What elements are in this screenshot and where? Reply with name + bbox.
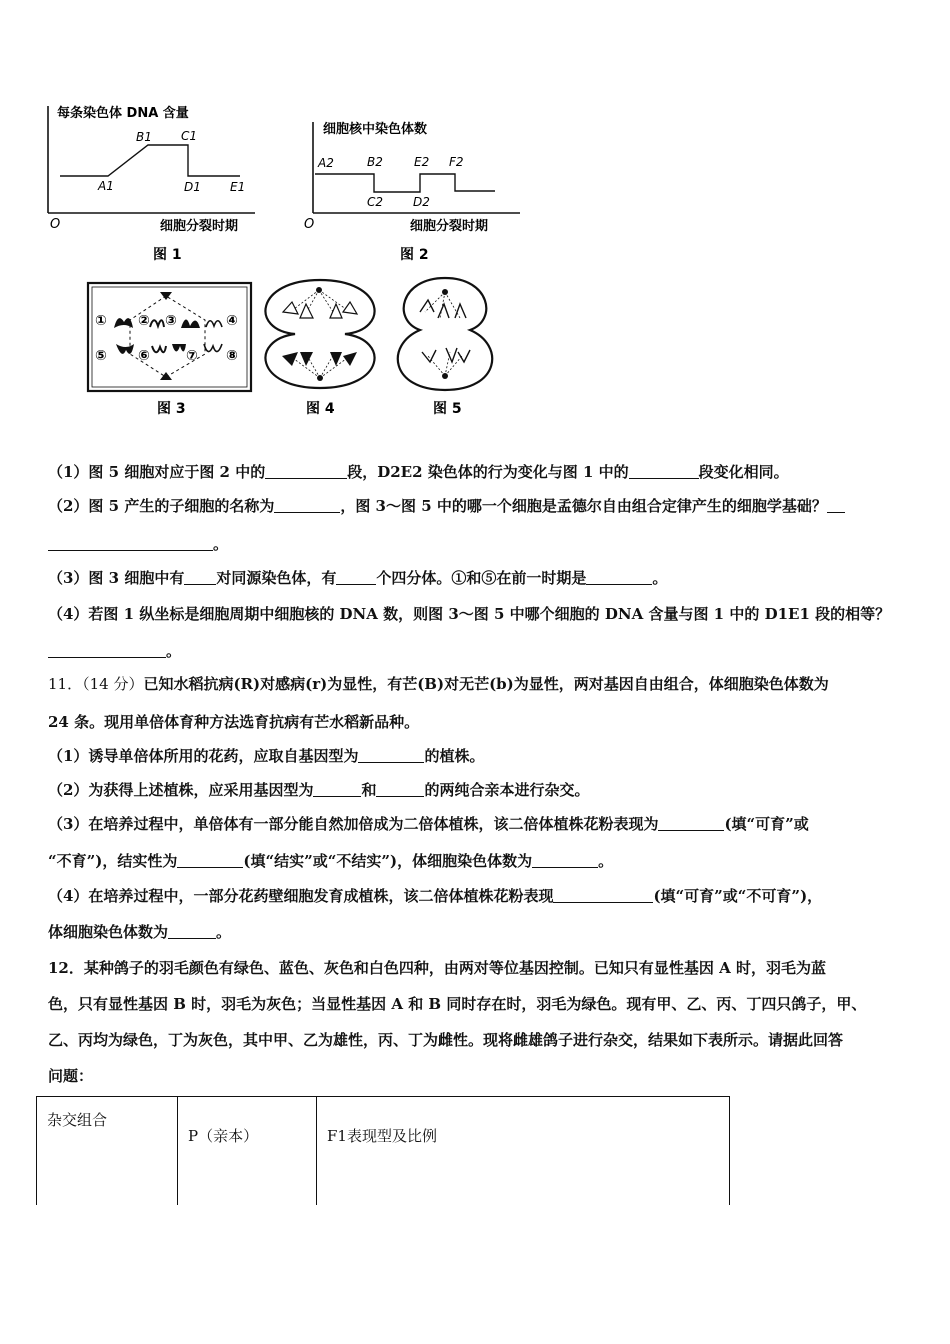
fig3-num-8: ⑧ <box>226 348 238 364</box>
q12-stem-line-2: 色，只有显性基因 B 时，羽毛为灰色；当显性基因 A 和 B 同时存在时，羽毛为绿色。现有甲、乙、丙、丁四只鸽子，甲、 <box>48 995 867 1013</box>
q11-part-4-cont: 体细胞染色体数为 。 <box>48 923 232 941</box>
fig1-point-e1: E1 <box>230 180 246 194</box>
q10-part-3: （3）图 3 细胞中有 对同源染色体，有 个四分体。①和⑤在前一时期是 。 <box>48 569 668 587</box>
chromosome-icon <box>343 352 357 366</box>
chromosome-8-icon <box>204 344 222 352</box>
fig3-num-2: ② <box>138 313 150 329</box>
table-header-cross: 杂交组合 <box>37 1097 178 1206</box>
fig3-num-6: ⑥ <box>138 348 150 364</box>
answer-blank[interactable] <box>586 570 652 585</box>
figure-2 <box>304 121 520 263</box>
chromosome-icon <box>330 352 342 366</box>
figure-4 <box>265 280 374 417</box>
q11-part-3-cont: “不育”)，结实性为 (填“结实”或“不结实”)，体细胞染色体数为 。 <box>48 852 614 870</box>
q10-part-1: （1）图 5 细胞对应于图 2 中的 段，D2E2 染色体的行为变化与图 1 中的 段变化相同。 <box>48 463 789 481</box>
fig2-point-e2: E2 <box>414 155 430 169</box>
fig4-caption: 图 4 <box>306 401 335 417</box>
answer-blank[interactable] <box>358 748 424 763</box>
chromosome-3-icon <box>181 319 200 328</box>
answer-blank[interactable] <box>553 888 653 903</box>
fig1-point-c1: C1 <box>181 129 198 143</box>
figure-3 <box>88 283 251 417</box>
chromosome-5-icon <box>116 344 134 354</box>
fig1-point-d1: D1 <box>184 180 201 194</box>
q11-part-1: （1）诱导单倍体所用的花药，应取自基因型为 的植株。 <box>48 747 485 765</box>
fig1-origin: O <box>50 217 61 232</box>
chromosome-icon <box>446 348 457 362</box>
fig1-xlabel: 细胞分裂时期 <box>160 219 239 234</box>
figures-area <box>0 0 950 440</box>
answer-blank[interactable] <box>177 853 243 868</box>
chromosome-7-icon <box>172 344 186 352</box>
q10-part-2: （2）图 5 产生的子细胞的名称为 ，图 3～图 5 中的哪一个细胞是孟德尔自由组合定律产生的细胞学基础？ <box>48 495 845 516</box>
chromosome-6-icon <box>152 346 166 352</box>
q10-part-4-cont: 。 <box>48 640 181 661</box>
chromosome-icon <box>455 304 466 318</box>
answer-blank[interactable] <box>265 464 347 479</box>
answer-blank[interactable] <box>184 570 216 585</box>
chromosome-4-icon <box>206 321 222 327</box>
fig3-num-4: ④ <box>226 313 238 329</box>
fig1-point-a1: A1 <box>98 179 114 193</box>
answer-blank[interactable] <box>376 782 424 797</box>
fig3-num-1: ① <box>95 313 107 329</box>
answer-blank[interactable] <box>48 536 213 551</box>
fig3-num-3: ③ <box>165 313 177 329</box>
answer-blank[interactable] <box>629 464 699 479</box>
fig5-caption: 图 5 <box>433 401 462 417</box>
fig2-caption: 图 2 <box>400 247 429 263</box>
answer-blank[interactable] <box>658 816 724 831</box>
answer-blank[interactable] <box>274 498 340 513</box>
fig3-num-7: ⑦ <box>186 348 198 364</box>
fig2-point-a2: A2 <box>318 156 334 170</box>
fig3-caption: 图 3 <box>157 401 186 417</box>
fig2-point-c2: C2 <box>367 195 384 209</box>
chromosome-icon <box>282 352 298 366</box>
fig2-point-f2: F2 <box>449 155 464 169</box>
table-header-f1: F1表现型及比例 <box>317 1097 730 1206</box>
chromosome-icon <box>343 302 357 314</box>
chromosome-2-icon <box>150 320 164 327</box>
answer-blank[interactable] <box>168 924 216 939</box>
fig2-point-d2: D2 <box>413 195 430 209</box>
chromosome-icon <box>300 304 313 318</box>
fig3-num-5: ⑤ <box>95 348 107 364</box>
chromosome-icon <box>438 304 449 318</box>
figure-1 <box>48 105 255 263</box>
fig2-xlabel: 细胞分裂时期 <box>410 219 489 234</box>
fig1-ylabel: 每条染色体 DNA 含量 <box>57 106 189 121</box>
q10-part-2-cont: 。 <box>48 533 228 554</box>
chromosome-icon <box>422 350 436 362</box>
fig1-point-b1: B1 <box>136 130 152 144</box>
fig1-caption: 图 1 <box>153 247 182 263</box>
q12-stem-line-4: 问题： <box>48 1067 94 1085</box>
answer-blank[interactable] <box>313 782 361 797</box>
chromosome-icon <box>458 350 470 362</box>
figure-5 <box>398 278 492 417</box>
fig2-ylabel: 细胞核中染色体数 <box>323 122 428 137</box>
chromosome-icon <box>300 352 313 366</box>
q11-part-2: （2）为获得上述植株，应采用基因型为 和 的两纯合亲本进行杂交。 <box>48 781 590 799</box>
chromosome-icon <box>330 304 342 318</box>
fig2-origin: O <box>304 217 315 232</box>
q11-stem: 11．（14 分）已知水稻抗病(R)对感病(r)为显性，有芒(B)对无芒(b)为显性，两对基因自由组合，体细胞染色体数为 <box>48 675 829 693</box>
answer-blank[interactable] <box>827 498 845 513</box>
q10-part-4: （4）若图 1 纵坐标是细胞周期中细胞核的 DNA 数，则图 3～图 5 中哪个细胞的 DNA 含量与图 1 中的 D1E1 段的相等？ <box>48 605 891 623</box>
cross-results-table <box>36 1096 730 1205</box>
answer-blank[interactable] <box>336 570 376 585</box>
fig2-point-b2: B2 <box>367 155 383 169</box>
q11-stem-cont: 24 条。现用单倍体育种方法选育抗病有芒水稻新品种。 <box>48 713 420 731</box>
answer-blank[interactable] <box>532 853 598 868</box>
q11-part-3: （3）在培养过程中，单倍体有一部分能自然加倍成为二倍体植株，该二倍体植株花粉表现为 (填“可育”或 <box>48 815 809 833</box>
q11-part-4: （4）在培养过程中，一部分花药壁细胞发育成植株，该二倍体植株花粉表现 (填“可育”或“不可育”)， <box>48 887 823 905</box>
table-header-row <box>37 1097 730 1206</box>
centrosome-bottom-icon <box>160 372 172 380</box>
table-header-parents: P（亲本） <box>178 1097 317 1206</box>
q12-stem-line-1: 12．某种鸽子的羽毛颜色有绿色、蓝色、灰色和白色四种，由两对等位基因控制。已知只有显性基因 A 时，羽毛为蓝 <box>48 959 826 977</box>
answer-blank[interactable] <box>48 643 166 658</box>
q12-stem-line-3: 乙、丙均为绿色，丁为灰色，其中甲、乙为雄性，丙、丁为雌性。现将雌雄鸽子进行杂交，结果如下表所示。请据此回答 <box>48 1031 844 1049</box>
